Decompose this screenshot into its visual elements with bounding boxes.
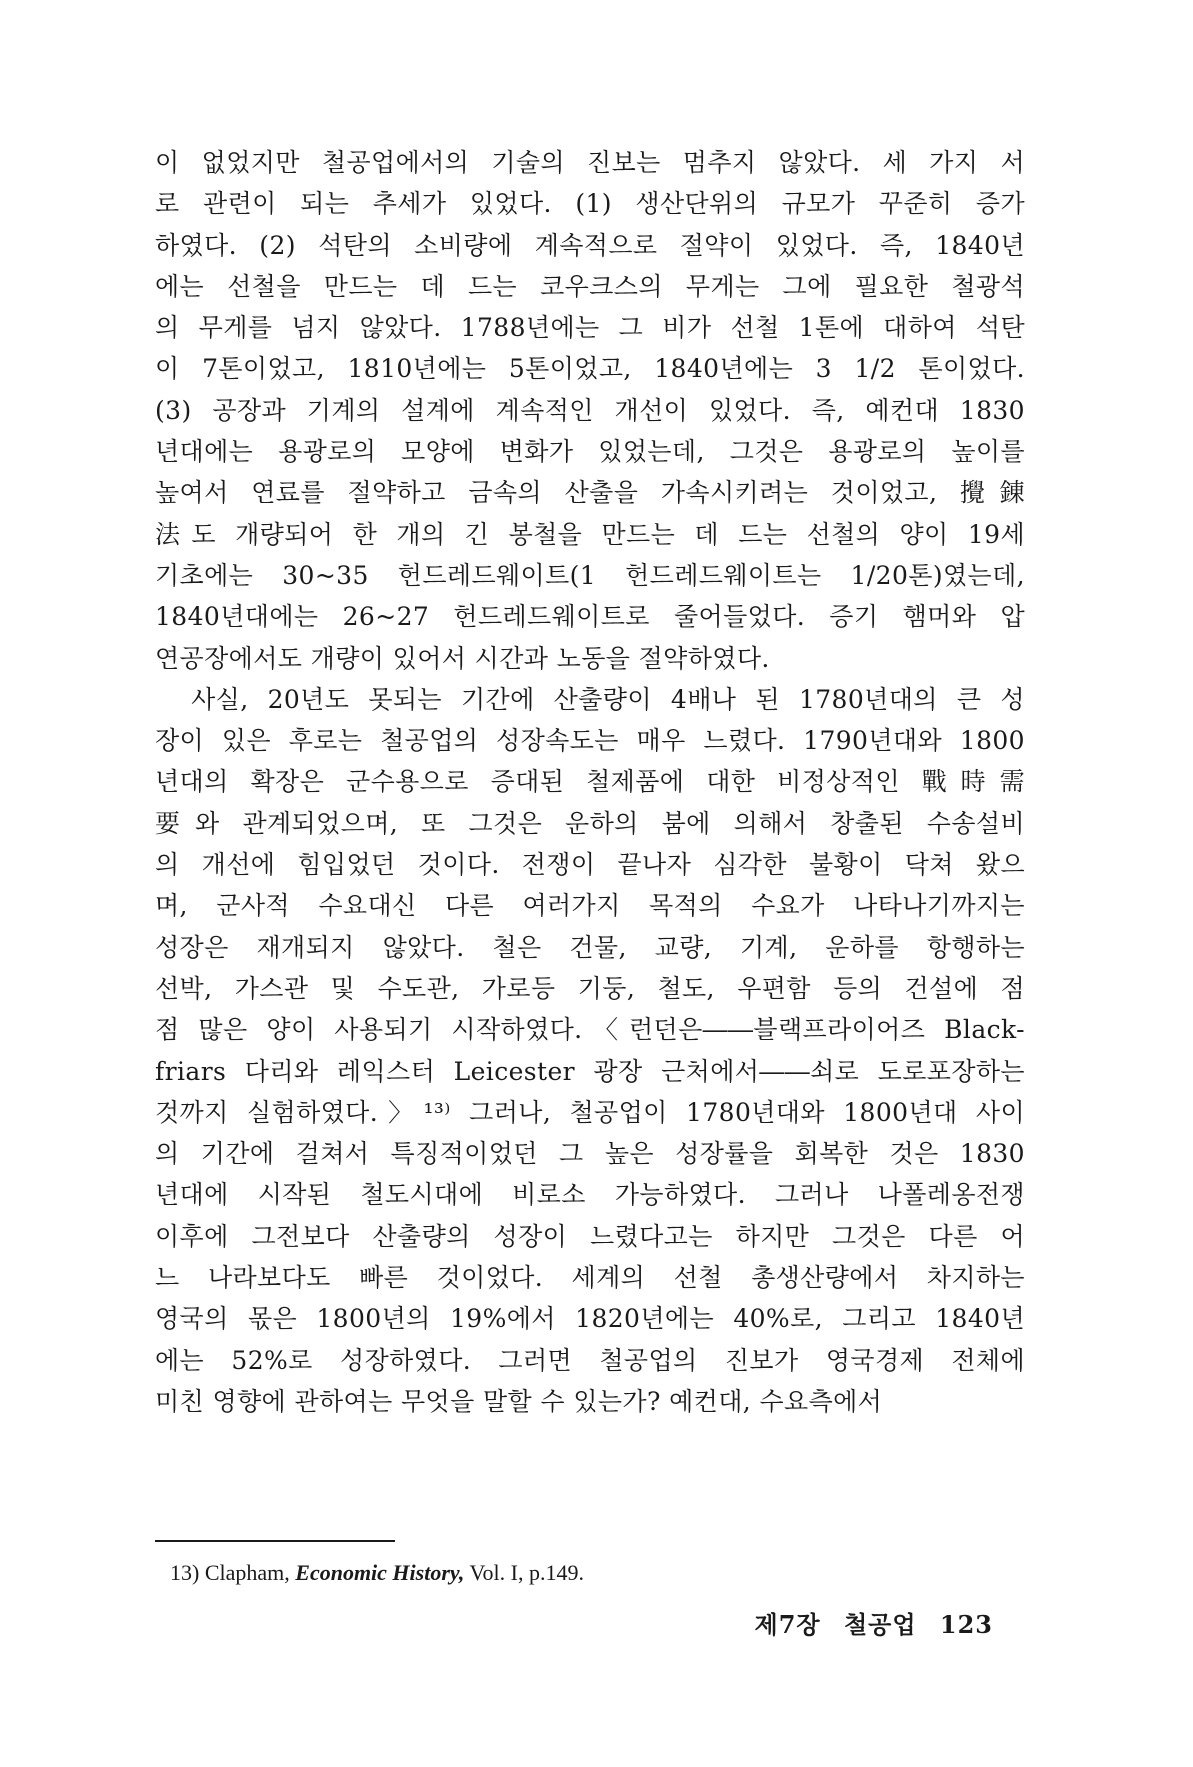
text-line: 이후에 그전보다 산출량의 성장이 느렸다고는 하지만 그것은 다른 어 — [155, 1221, 1025, 1251]
text-line: 에는 선철을 만드는 데 드는 코우크스의 무게는 그에 필요한 철광석 — [155, 271, 1025, 301]
text-line: 에는 52%로 성장하였다. 그러면 철공업의 진보가 영국경제 전체에 — [155, 1345, 1025, 1375]
text-line: 하였다. (2) 석탄의 소비량에 계속적으로 절약이 있었다. 즉, 1840년 — [155, 230, 1025, 260]
text-line: 점 많은 양이 사용되기 시작하였다.〈런던은――블랙프라이어즈 Black- — [155, 1015, 1025, 1045]
running-footer — [755, 1605, 993, 1640]
text-line: 년대에는 용광로의 모양에 변화가 있었는데, 그것은 용광로의 높이를 — [155, 437, 1025, 467]
text-line: 성장은 재개되지 않았다. 철은 건물, 교량, 기계, 운하를 항행하는 — [155, 932, 1025, 962]
page-number: 123 — [939, 1610, 993, 1639]
text-line: 년대의 확장은 군수용으로 증대된 철제품에 대한 비정상적인 戰時需 — [155, 767, 1025, 797]
text-line: 이 없었지만 철공업에서의 기술의 진보는 멈추지 않았다. 세 가지 서 — [155, 148, 1025, 177]
text-line: (3) 공장과 기계의 설계에 계속적인 개선이 있었다. 즉, 예컨대 1830 — [155, 395, 1025, 425]
text-line: 장이 있은 후로는 철공업의 성장속도는 매우 느렸다. 1790년대와 1800 — [155, 726, 1025, 756]
text-line: 사실, 20년도 못되는 기간에 산출량이 4배나 된 1780년대의 큰 성 — [155, 684, 1025, 714]
text-line: 의 개선에 힘입었던 것이다. 전쟁이 끝나자 심각한 불황이 닥쳐 왔으 — [155, 850, 1025, 880]
text-line: 년대에 시작된 철도시대에 비로소 가능하였다. 그러나 나폴레옹전쟁 — [155, 1180, 1025, 1210]
footnote-title: Economic History, — [295, 1560, 465, 1585]
footnote-locator: Vol. I, p.149. — [469, 1560, 584, 1585]
text-line: 높여서 연료를 절약하고 금속의 산출을 가속시키려는 것이었고, 攪錬 — [155, 478, 1025, 508]
text-line: 의 기간에 걸쳐서 특징적이었던 그 높은 성장률을 회복한 것은 1830 — [155, 1139, 1025, 1169]
footnote-rule — [155, 1540, 395, 1542]
body-text — [155, 142, 1025, 1422]
footer-chapter: 제7장 — [754, 1610, 821, 1639]
text-line: 기초에는 30~35 헌드레드웨이트(1 헌드레드웨이트는 1/20톤)였는데, — [155, 560, 1025, 590]
footnote-13 — [170, 1560, 584, 1586]
text-line: 선박, 가스관 및 수도관, 가로등 기둥, 철도, 우편함 등의 건설에 점 — [155, 973, 1025, 1003]
text-line: 法도 개량되어 한 개의 긴 봉철을 만드는 데 드는 선철의 양이 19세 — [155, 519, 1025, 549]
footnote-marker: 13) — [170, 1560, 200, 1585]
text-line: 느 나라보다도 빠른 것이었다. 세계의 선철 총생산량에서 차지하는 — [155, 1263, 1025, 1293]
text-line: 의 무게를 넘지 않았다. 1788년에는 그 비가 선철 1톤에 대하여 석탄 — [155, 313, 1025, 343]
text-line: 1840년대에는 26~27 헌드레드웨이트로 줄어들었다. 증기 햄머와 압 — [155, 602, 1025, 632]
text-line: 영국의 몫은 1800년의 19%에서 1820년에는 40%로, 그리고 1840년 — [155, 1304, 1025, 1334]
text-line: 要와 관계되었으며, 또 그것은 운하의 붐에 의해서 창출된 수송설비 — [155, 808, 1025, 838]
text-line: 로 관련이 되는 추세가 있었다. (1) 생산단위의 규모가 꾸준히 증가 — [155, 189, 1025, 219]
footnote-author: Clapham, — [204, 1560, 290, 1585]
footer-chapter-title: 철공업 — [843, 1610, 917, 1639]
text-line: friars 다리와 레익스터 Leicester 광장 근처에서――쇠로 도로포장하는 — [155, 1056, 1025, 1086]
text-line: 며, 군사적 수요대신 다른 여러가지 목적의 수요가 나타나기까지는 — [155, 891, 1025, 921]
text-line: 연공장에서도 개량이 있어서 시간과 노동을 절약하였다. — [155, 643, 770, 673]
text-line: 이 7톤이었고, 1810년에는 5톤이었고, 1840년에는 3 1/2 톤이었다. — [155, 354, 1025, 384]
text-line: 미친 영향에 관하여는 무엇을 말할 수 있는가? 예컨대, 수요측에서 — [155, 1386, 883, 1416]
text-line: 것까지 실험하였다.〉¹³⁾ 그러나, 철공업이 1780년대와 1800년대 사이 — [155, 1097, 1025, 1127]
